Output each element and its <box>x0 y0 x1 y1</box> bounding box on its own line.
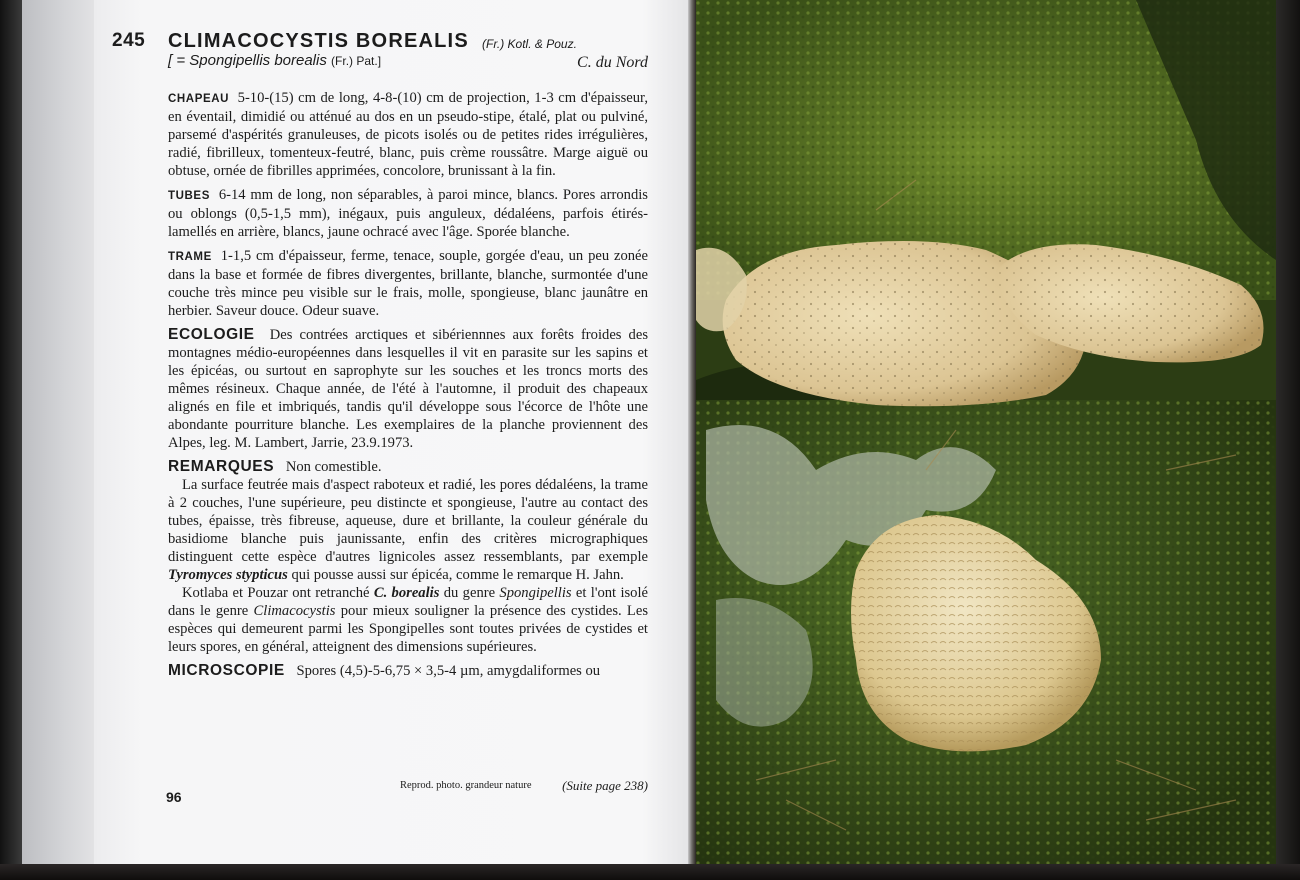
species-name: CLIMACOCYSTIS BOREALIS <box>168 30 469 52</box>
genus-reference: Spongipellis <box>499 585 572 601</box>
section-tubes <box>168 186 648 241</box>
species-number: 245 <box>112 30 146 51</box>
book-edge-right <box>1276 0 1300 866</box>
section-text: 1-1,5 cm d'épaisseur, ferme, tenace, souple, gorgée d'eau, un peu zonée dans la base et formée de fibres divergentes, brillante, blanche, surmontée d'une couche très mince peu visible sur le frais, molle, spongieuse, blanc jaunâtre en herbier. Saveur douce. Odeur suave. <box>168 248 649 319</box>
remarques-paragraph-2 <box>168 584 648 656</box>
description-body <box>168 89 648 686</box>
photo-note: Reprod. photo. grandeur nature <box>400 780 532 791</box>
species-reference: Tyromyces stypticus <box>168 567 288 583</box>
left-page <box>94 0 690 864</box>
section-heading: MICROSCOPIE <box>168 662 285 679</box>
section-text: 5-10-(15) cm de long, 4-8-(10) cm de projection, 1-3 cm d'épaisseur, en éventail, dimidié ou atténué au dos en un pseudo-stipe, étalé, plat ou pulviné, parsemé d'aspérités granuleuses, de picots isolés ou de petites rides irrégulières, radié, fibrilleux, tomenteux-feutré, blanc, puis crème roussâtre. Marge aiguë ou obtuse, ornée de fibrilles apprimées, concolore, brunissant à la fin. <box>168 90 648 179</box>
mushroom-photo <box>696 0 1276 866</box>
page-number: 96 <box>166 789 182 805</box>
section-label: TRAME <box>168 251 212 263</box>
synonym-name: Spongipellis borealis <box>189 52 327 69</box>
photo-illustration <box>696 0 1276 866</box>
section-ecologie <box>168 326 648 452</box>
book-gutter <box>688 0 696 866</box>
section-text: Spores (4,5)-5-6,75 × 3,5-4 µm, amygdaliformes ou <box>296 663 601 679</box>
common-name: C. du Nord <box>577 54 648 71</box>
section-heading: REMARQUES <box>168 458 275 475</box>
species-reference: C. borealis <box>373 585 440 601</box>
section-heading: ECOLOGIE <box>168 326 255 343</box>
synonym-author: (Fr.) Pat.] <box>331 54 382 68</box>
text-run: qui pousse aussi sur épicéa, comme le remarque H. Jahn. <box>287 567 624 583</box>
remarques-paragraph-1 <box>168 476 648 584</box>
section-label: TUBES <box>168 190 210 202</box>
genus-reference: Climacocystis <box>253 603 336 619</box>
section-text: Non comestible. <box>285 459 382 475</box>
text-run: Kotlaba et Pouzar ont retranché <box>182 585 374 601</box>
section-text: 6-14 mm de long, non séparables, à paroi mince, blancs. Pores arrondis ou oblongs (0,5-1,5 mm), inégaux, puis anguleux, dédaléens, parfois étirés-lamellés en arrière, blancs, jaune ochracé avec l'âge. Sporée blanche. <box>168 187 648 240</box>
book-edge-left <box>0 0 22 880</box>
text-run: La surface feutrée mais d'aspect raboteux et radié, les pores dédaléens, la trame à 2 couches, l'une supérieure, peu distincte et spongieuse, l'autre au contact des tubes, épaisse, très fibreuse, aqueuse, dure et brillante, la couleur générale du basidiome blanche puis jaunissante, enfin des critères micrographiques distinguent cette espèce d'autres lignicoles assez ressemblants, par exemple <box>168 477 648 565</box>
continued-note: (Suite page 238) <box>562 778 648 793</box>
synonym <box>168 52 381 69</box>
book-edge-bottom <box>0 864 1300 880</box>
section-chapeau <box>168 89 648 180</box>
page-stack-edge <box>22 0 94 866</box>
section-remarques <box>168 458 648 476</box>
text-run: et l'ont isolé dans le genre <box>168 585 649 619</box>
section-text: Des contrées arctiques et sibériennnes aux forêts froides des montagnes médio-européennes dans lesquelles il vit en parasite sur les sapins et les épicéas, ou surtout en saprophyte sur les souches et les troncs morts des mêmes résineux. Chaque année, de l'été à l'automne, il produit des chapeaux alignés en file et imbriqués, tandis qu'il développe sous l'écorce de l'hôte une abondante pourriture blanche. Les exemplaires de la planche proviennent des Alpes, leg. M. Lambert, Jarrie, 23.9.1973. <box>168 327 648 451</box>
synonym-prefix: [ = <box>168 52 190 69</box>
section-trame <box>168 247 648 320</box>
species-author: (Fr.) Kotl. & Pouz. <box>482 37 577 51</box>
text-run: du genre <box>439 585 500 601</box>
text-run: pour mieux souligner la présence des cystides. Les espèces qui demeurent parmi les Spongipelles sont toutes privées de cystides et leurs spores, en général, atteignent des dimensions supérieures. <box>168 603 648 655</box>
section-label: CHAPEAU <box>168 93 230 105</box>
section-microscopie <box>168 662 648 680</box>
